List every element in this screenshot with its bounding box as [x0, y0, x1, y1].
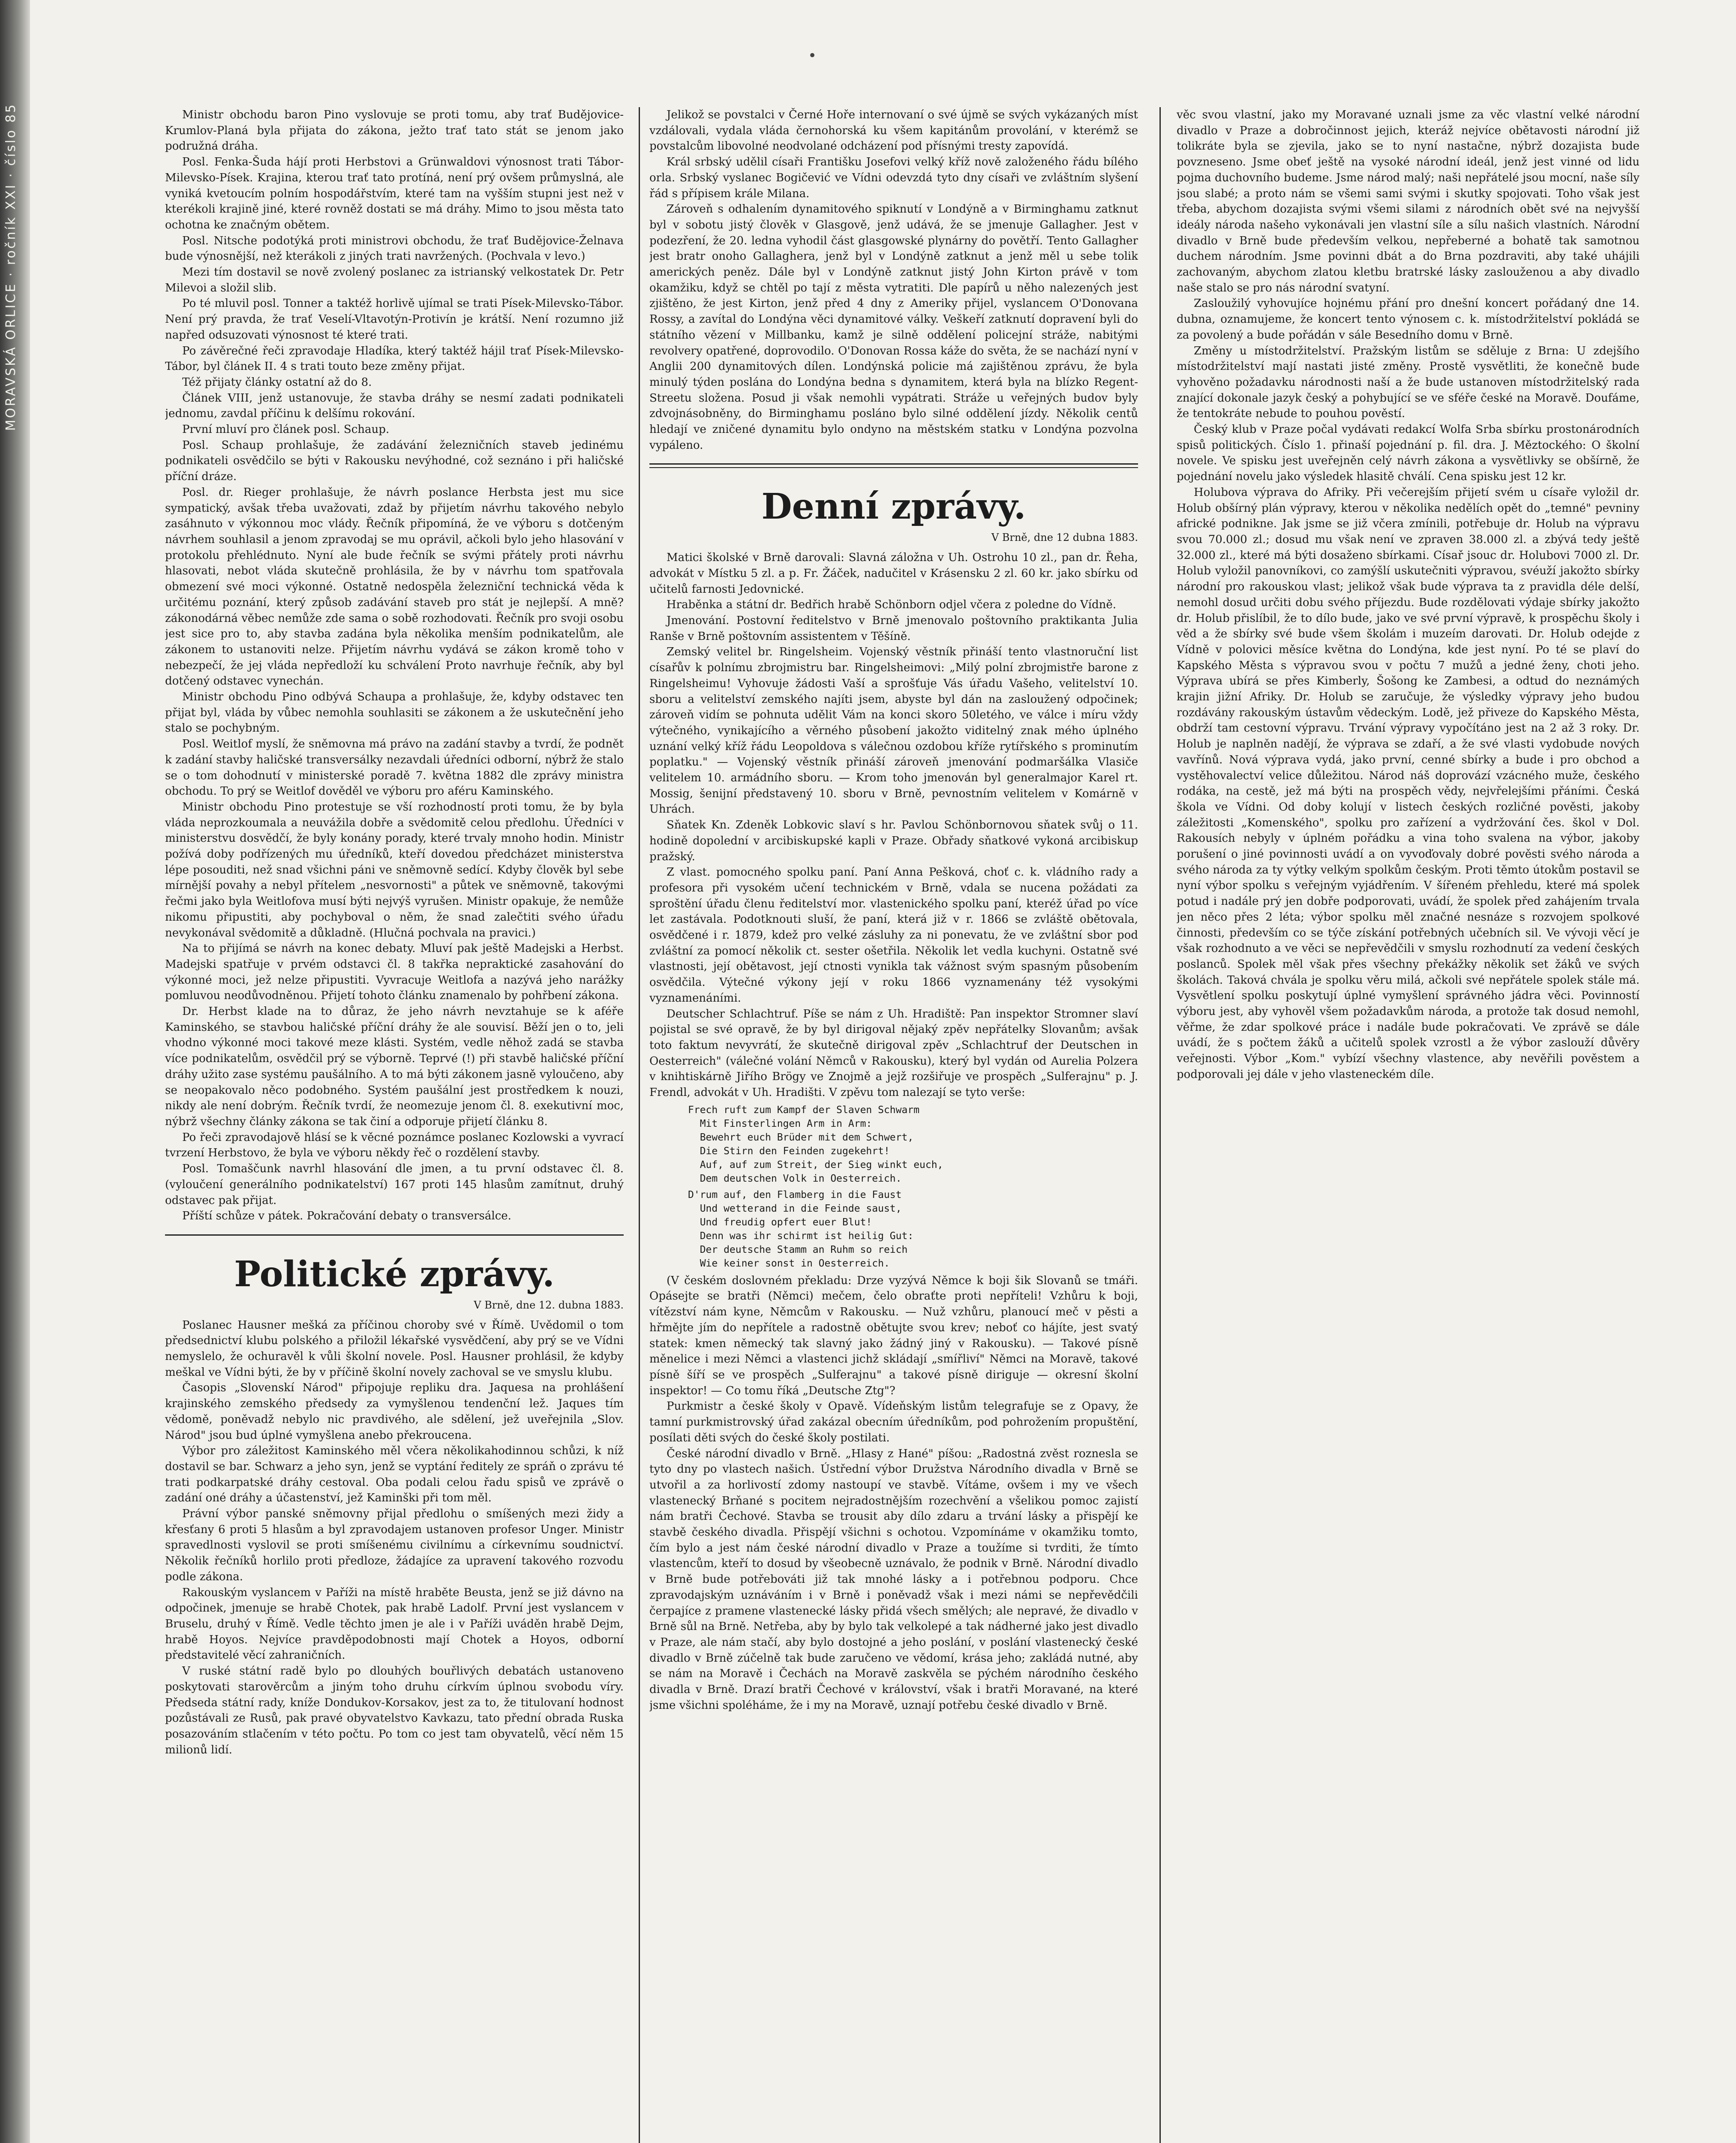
paragraph: Výbor pro záležitost Kaminského měl včera několikahodinnou schůzi, k níž dostavil se bar. Schwarz a jeho syn, jenž se vyptání ředitely ze spráň o zprávu té trati podkarpatské dráhy cestoval. Oba podali celou řadu spisů ve zprávě o zadání oné dráhy a účastenství, jež Kaminški při tom měl.: [165, 1444, 624, 1505]
paragraph: Posl. Nitsche podotýká proti ministrovi obchodu, že trať Budějovice-Želnava bude výnosnější, než kterákoli z jiných trati navržených. (Pochvala v levo.): [165, 234, 624, 263]
paragraph: Po té mluvil posl. Tonner a taktéž horlivě ujímal se trati Písek-Milevsko-Tábor. Není prý pravda, že trať Veselí-Vltavotýn-Protivín je krátší. Není rozumno již napřed odsuzovati výnosnost té které trati.: [165, 297, 624, 342]
paragraph: Článek VIII, jenž ustanovuje, že stavba dráhy se nesmí zadati podnikateli jednomu, zavdal příčinu k delšímu rokování.: [165, 391, 624, 420]
paragraph: Posl. Weitlof myslí, že sněmovna má právo na zadání stavby a tvrdí, že podnět k zadání stavby haličské transversálky nezavdali úředníci odborní, nýbrž že stalo se o tom dohodnutí v ministerské poradě 7. května 1882 dle zprávy ministra obchodu. To prý se Weitlof dověděl ve výboru pro aféru Kaminského.: [165, 738, 624, 798]
paragraph: Jelikož se povstalci v Černé Hoře internovaní o své újmě se svých vykázaných míst vzdálovali, vydala vláda černohorská ku všem kapitánům provolání, v kterémž se povstalcům libovolné neodvolané odcházení pod přísnými tresty zapovídá.: [649, 108, 1138, 153]
poem-verse-2: D'rum auf, den Flamberg in die Faust Und wetterand in die Feinde saust, Und freudig opfert euer Blut! Denn was ihr schirmt ist heilig Gut: Der deutsche Stamm an Ruhm so reich Wie keiner sonst in Oesterreich.: [688, 1189, 914, 1269]
paragraph: Posl. Schaup prohlašuje, že zadávání železničních staveb jedinému podnikateli osvědčilo se býti v Rakousku nevýhodné, což seznáno i při haličské příční dráze.: [165, 438, 624, 483]
paragraph: Holubova výprava do Afriky. Při večerejším přijetí svém u císaře vyložil dr. Holub obšírný plán výpravy, kterou v několika nedělích opět do „temné" pevniny africké podnikne. Jak jsme se již včera zmínili, potřebuje dr. Holub na výpravu svou 70.000 zl.; dosud mu však není ve zpraven 38.000 zl. a zbývá tedy ještě 32.000 zl., které má býti dosaženo sbírkami. Císař jsouc dr. Holubovi 7000 zl. Dr. Holub vyložil panovníkovi, co zamýšlí uskutečniti výpravou, svéuží jakožto sbírky národní pro rakouskou vlast; jelikož však bude výprava ta z pravidla déle delší, nemohl dosud určiti dobu svého příjezdu. Bude rozdělovati výdaje sbírky jakožto dr. Holub přislíbil, že to dílo bude, jako ve své první výpravě, k prospěchu školy i věd a že sbírky své bude všem školám i muzeím darovati. Dr. Holub odejde z Vídně v polovici měsíce května do Londýna, kde jest nyní. Po té se plaví do Kapského Města s výpravou svou v počtu 7 mužů a jedné ženy, choti jeho. Výprava ubírá se přes Kimberly, Šošong ke Zambesi, a odtud do neznámých krajin jižní Afriky. Dr. Holub se zaručuje, že výsledky výpravy jeho budou rozdávány rakouským ústavům vědeckým. Lodě, jež přiveze do Kapského Města, obdrží tam cestovní výpravu. Trvání výpravy vypočítáno jest na 2 až 3 roky. Dr. Holub je naplněn nadějí, že výprava se zdaří, a že své vlasti vydobude nových vavřínů. Nová výprava vydá, jako první, cenné sbírky a bude i pro obchod a vystěhovalectví velice důležitou. Národ náš doprovází vzácného muže, českého rodáka, na cestě, jež má býti na prospěch vědy, nejvřelejšími přáními. Česká škola ve Vídni. Od doby kolují v listech českých rozličné pověsti, jakoby záležitosti „Komenského", spolku pro zařízení a vydržování čes. škol v Dol. Rakousích nebyly v úplném pořádku a vina toho svalena na výbor, jakoby porušení o jiné povinnosti uvádí a on vyvoďovaly dobré pověsti svého národa a svého národa za ty výtky velkým spolkům českým. Proti těmto útokům postavil se nyní výbor spolku s veřejným vyjádřením. V šířeném přehledu, které má spolek potud i nadále prý jen dobře podporovati, uvádí, že spolek před zahájením trvala jen něco přes 2 léta; výbor spolku měl značné nesnáze s rozvojem spolkové činnosti, především co se týče získání potřebných učebních sil. Ve vývoji věcí je však rozhodnuto a ve věci se nepřevědčili v smyslu rozhodnutí za vedení českých poslanců. Spolek měl však přes všechny překážky několik set žáků ve svých školách. Taková chvála je spolku věru milá, ačkoli své nepřátele spolek stále má. Vysvětlení spolku poskytují úplné vymyšlení správného jádra věci. Povinností výboru jest, aby vyhověl všem požadavkům národa, a protože tak dosud nemohl, věřme, že zdar spolkové práce i nadále bude pokračovati. Ve zprávě se dále uvádí, že s počtem žáků a učitelů spolek vzrostl a že výbor zaslouží důvěry veřejnosti. Výbor „Kom." vybízí všechny vlastence, aby nevěřili pověstem a podporovali jej dále v jeho vlasteneckém díle.: [1177, 486, 1640, 1081]
paragraph: Zároveň s odhalením dynamitového spiknutí v Londýně a v Birminghamu zatknut byl v sobotu jistý člověk v Glasgově, jenž udává, že se jmenuje Gallagher. Jest v podezření, že 20. ledna vyhodil část glasgowské plynárny do povětří. Tento Gallagher jest bratr onoho Gallaghera, jenž byl v Londýně zatknut a jenž měl u sebe tolik amerických peněz. Dále byl v Londýně zatknut jistý John Kirton právě v tom okamžiku, když se chtěl po tají z města vytratiti. Dle papírů u něho nalezených jest zjištěno, že jest Kirton, jenž před 4 dny z Ameriky přijel, vyslancem O'Donovana Rossy, a zavítal do Londýna věci dynamitové války. Veškeří zatknutí dopravení byli do státního vězení v Millbanku, kamž je silně oddělení policejní stráže, nabitými revolvery opatřené, doprovodilo. O'Donovan Rossa káže do světa, že se nachází nyní v Anglii 200 dynamitových dílen. Londýnská policie má zajištěnou zprávu, že byla minulý týden poslána do Londýna bedna s dynamitem, která byla na blízko Regent-Streetu složena. Posud ji však nemohli vypátrati. Stráže u veřejných budov byly zdvojnásobněny, do Birminghamu posláno bylo silné oddělení jízdy. Několik centů hledají ve zničené dynamitu bylo ondyno na městském statku v Londýna pozvolna vypáleno.: [649, 203, 1138, 452]
paragraph: V ruské státní radě bylo po dlouhých bouřlivých debatách ustanoveno poskytovati starověrcům a jiným toho druhu církvím úplnou svobodu víry. Předseda státní rady, kníže Dondukov-Korsakov, jest za to, že titulovaní hodnost pozůstávali ze Rusů, pak pravé obyvatelstvo Kavkazu, tato přední obrada Ruska posazováním stlačením v této počtu. Po tom co jest tam obyvatelů, věcí něm 15 milionů lidí.: [165, 1665, 624, 1756]
paragraph: (V českém doslovném překladu: Drze vyzývá Němce k boji šik Slovanů se tmáři. Opásejte se bratři (Němci) mečem, čelo obraťte proti nepříteli! Vzhůru k boji, vítězství nám kyne, Němcům v Rakousku. — Nuž vzhůru, planoucí meč v pěsti a hřmějte jím do nepřítele a radostně obětujte svou krev; neboť co hájíte, jest svatý statek: kmen německý tak slavný jako žádný jiný v Rakousku). — Takové písně měnelice i mezi Němci a vlastenci jichž skládají „smířliví" Němci na Moravě, takové písně šíří se ve prospěch „Sulferajnu" a takové písně diriguje — okresní školní inspektor! — Co tomu říká „Deutsche Ztg"?: [649, 1274, 1138, 1397]
paragraph: Zemský velitel br. Ringelsheim. Vojenský věstník přináší tento vlastnoruční list císařův k polnímu zbrojmistru bar. Ringelsheimovi: „Milý polní zbrojmistře barone z Ringelsheimu! Vyhovuje žádosti Vaší a sprošťuje Vás úřadu Vašeho, velitelství 10. sboru a velitelství zemského najíti jsem, abyste byl dán na zasloužený odpočinek; zároveň vidím se pohnuta udělit Vám na konci skoro 50letého, ve válce i míru vždy výtečného, vynikajícího a věrného působení jakožto viditelný znak mého úplného uznání velký kříž řádu Leopoldova s válečnou ozdobou kříže rytířského s prominutím poplatku." — Vojenský věstník přináší zároveň jmenování podmaršálka Vlasiče velitelem 10. armádního sboru. — Krom toho jmenován byl generalmajor Karel rt. Mossig, šenijní představený 10. sboru v Brně, pevnostním velitelem v Komárně v Uhrách.: [649, 645, 1138, 816]
paragraph: Český klub v Praze počal vydávati redakcí Wolfa Srba sbírku prostonárodních spisů politických. Číslo 1. přinaší pojednání p. fil. dra. J. Měztockého: O školní novele. Ve spisku jest uveřejněn celý návrh zákona a vysvětlivky se obšírně, že pojednání novelu jako výsledek hlasitě chválí. Cena spisku jest 12 kr.: [1177, 423, 1640, 483]
paragraph: Posl. Tomaščunk navrhl hlasování dle jmen, a tu první odstavec čl. 8. (vyloučení generálního podnikatelství) 167 proti 145 hlasům zamítnut, druhý odstavec pak přijat.: [165, 1162, 624, 1207]
paragraph: Dr. Herbst klade na to důraz, že jeho návrh nevztahuje se k aféře Kaminského, se stavbou haličské příční dráhy že ale souvisí. Běží jen o to, jeli vhodno výkonné moci takové meze klásti. Systém, vedle něhož zadá se stavba více podnikatelům, osvědčil prý se výborně. Teprvé (!) při stavbě haličské příční dráhy užito zase systému paušálního. A to má býti zákonem jasně vyloučeno, aby se neopakovalo něco podobného. Systém paušální jest prostředkem k nouzi, nikdy ale není dobrým. Řečník tvrdí, že neomezuje jenom čl. 8. exekutivní moc, nýbrž všechny články zákona se tak činí a odporuje přijetí článku 8.: [165, 1005, 624, 1128]
paragraph: Po řeči zpravodajově hlásí se k věcné poznámce poslanec Kozlowski a vyvrací tvrzení Herbstovo, že byla ve výboru někdy řeč o rozdělení stavby.: [165, 1131, 624, 1160]
paragraph: Ministr obchodu baron Pino vyslovuje se proti tomu, aby trať Budějovice-Krumlov-Planá byla přijata do zákona, ježto trať tato stát se jenom jako podružná dráha.: [165, 108, 624, 153]
column-1: [165, 107, 624, 2143]
paragraph: Purkmistr a české školy v Opavě. Vídeňským listům telegrafuje se z Opavy, že tamní purkmistrovský úřad zakázal obecním úředníkům, pod pohrožením propuštění, posílati děti svých do české školy postilati.: [649, 1400, 1138, 1444]
section-divider: [165, 1234, 624, 1236]
paragraph: Časopis „Slovenskí Národ" připojuje repliku dra. Jaquesa na prohlášení krajinského zemského předsedy za vymyšlenou tendenční lež. Jaques tím vědomě, poněvadž nebylo nic pravdivého, ale sdělení, jež uveřejnila „Slov. Národ" jsou bud úplné vymyšlena anebo překroucena.: [165, 1381, 624, 1442]
binding-edge: [0, 0, 30, 2143]
paragraph: Deutscher Schlachtruf. Píše se nám z Uh. Hradiště: Pan inspektor Stromner slaví pojistal se své opravě, že by byl dirigoval nějaký zpěv nepřátelky Slovanům; avšak toto faktum nevyvrátí, že skutečně dirigoval zpěv „Schlachtruf der Deutschen in Oesterreich" (válečné volání Němců v Rakousku), který byl vydán od Aurelia Polzera v knihtiskárně Jiřího Brögy ve Znojmě a jejž rozšiřuje ve prospěch „Sulferajnu" p. J. Frendl, advokát v Uh. Hradišti. V zpěvu tom nalezají se tyto verše:: [649, 1007, 1138, 1099]
paragraph: Na to přijímá se návrh na konec debaty. Mluví pak ještě Madejski a Herbst. Madejski spatřuje v prvém odstavci čl. 8 takřka nepraktické zasahování do výkonné moci, jež nelze připustiti. Vyvracuje Weitlofa a nazývá jeho narážky pomluvou neodůvodněnou. Přijetí tohoto článku znamenalo by pohřbení zákona.: [165, 942, 624, 1002]
paragraph: První mluví pro článek posl. Schaup.: [182, 423, 390, 436]
section-heading-denni: Denní zprávy.: [761, 486, 1026, 528]
paragraph: Též přijaty články ostatní až do 8.: [182, 375, 372, 389]
section-heading-politicke: Politické zprávy.: [234, 1253, 555, 1295]
paragraph: Ministr obchodu Pino protestuje se vší rozhodností proti tomu, že by byla vláda neprozkoumala a neuvážila dobře a svědomitě celou předlohu. Úředníci v ministerstvu dosvědčí, že byly konány porady, které trvaly mnoho hodin. Ministr požívá doby podřízených mu úředníků, kteří dovedou předcházet ministerstva lépe posouditi, než snad všichni páni ve sněmovně sedící. Kdyby člověk byl sebe mírnější povahy a nebyl přítelem „nesvornosti" a půtek ve sněmovně, takovými řečmi jako byla Weitlofova musí býti nejvýš vyrušen. Ministr opakuje, že nemůže nikomu připustiti, aby pochyboval o něm, že snad zalečtiti svého úřadu nevykonával svědomitě a důkladně. (Hlučná pochvala na pravici.): [165, 800, 624, 939]
paragraph: Hraběnka a státní dr. Bedřich hrabě Schönborn odjel včera z poledne do Vídně.: [667, 598, 1117, 612]
paragraph: Matici školské v Brně darovali: Slavná záložna v Uh. Ostrohu 10 zl., pan dr. Řeha, advokát v Místku 5 zl. a p. Fr. Žáček, nadučitel v Krásensku 2 zl. 60 kr. jako sbírku od učitelů farnosti Jedovnické.: [649, 551, 1138, 596]
paragraph: Král srbský udělil císaři Františku Josefovi velký kříž nově založeného řádu bílého orla. Srbský vyslanec Bogičević ve Vídni odevzdá tyto dny císaři ve zvláštním slyšení řád s přípisem krále Milana.: [649, 156, 1138, 200]
paragraph: Právní výbor panské sněmovny přijal předlohu o smíšených mezi židy a křesťany 6 proti 5 hlasům a byl zpravodajem ustanoven profesor Unger. Ministr spravedlnosti vyslovil se proti smíšenému civilnímu a církevnímu soudnictví. Několik řečníků horlilo proti předloze, žádajíce za upravení takového rozvodu podle zákona.: [165, 1507, 624, 1583]
top-mark: •: [808, 47, 817, 64]
poem-verse-1: Frech ruft zum Kampf der Slaven Schwarm Mit Finsterlingen Arm in Arm: Bewehrt euch Brüder mit dem Schwert, Die Stirn den Feinden zugekehrt! Auf, auf zum Streit, der Sieg winkt euch, Dem deutschen Volk in Oesterreich.: [688, 1104, 943, 1184]
paragraph: Změny u místodržitelství. Pražským listům se sděluje z Brna: U zdejšího místodržitelství mají nastati jisté změny. Prostě vysvětliti, že konečně bude vyhověno požadavku národnosti naší a že bude ustanoven místodržitelský rada znající dokonale jazyk český a pohybující se ve sféře české na Moravě. Doufáme, že tentokráte nebude to pouhou pověstí.: [1177, 344, 1640, 420]
paragraph: věc svou vlastní, jako my Moravané uznali jsme za věc vlastní velké národní divadlo v Praze a dobročinnost jejich, kteráž nejvíce obětavosti národní již tolikráte byla se zjevila, jako se to nyní nastačne, nýbrž dozajista bude povzneseno. Jsme obeť ještě na vysoké národní ideál, jenž jest vinné od lidu pojma duchovního budeme. Jsme národ malý; naši nepřátelé jsou mocní, naše síly jsou slabé; a proto nám se všemi sami svými i skutky spojovati. Toho však jest třeba, abychom dozajista svými všemi silami z národních obět své na nejvyšší ideály národa našeho vykonávali jen vlastní síle a sílu našich vlastních. Národní divadlo v Brně bude především velkou, nepřeberné a bohatě tak samotnou duchem národním. Jsme povinni dbát a do Brna pozdraviti, aby také uhájili zachovaným, abychom zlatou kletbu bratrské lásky zaslouženou a aby divadlo naše stalo se pro nás národní svatyní.: [1177, 108, 1640, 294]
column-3: [1177, 107, 1640, 2143]
paragraph: Sňatek Kn. Zdeněk Lobkovic slaví s hr. Pavlou Schönbornovou sňatek svůj o 11. hodině dopolední v arcibiskupské kapli v Praze. Obřady sňatkové vykoná arcibiskup pražský.: [649, 819, 1138, 863]
paragraph: Mezi tím dostavil se nově zvolený poslanec za istrianský velkostatek Dr. Petr Milevoi a složil slib.: [165, 266, 624, 294]
section-divider: [649, 463, 1138, 468]
column-2: [649, 107, 1138, 2143]
paragraph: Rakouským vyslancem v Paříži na místě hraběte Beusta, jenž se již dávno na odpočinek, jmenuje se hrabě Chotek, pak hrabě Ladolf. První jest vyslancem v Bruselu, druhý v Římě. Vedle těchto jmen je ale i v Paříži uváděn hrabě Dejm, hrabě Hoyos. Nejvíce pravděpodobnosti mají Chotek a Hoyos, odborní představitelé věcí zahraničních.: [165, 1586, 624, 1662]
paragraph: Po závěrečné řeči zpravodaje Hladíka, který taktéž hájil trať Písek-Milevsko-Tábor, byl článek II. 4 s trati touto beze změny přijat.: [165, 344, 624, 373]
paragraph: Posl. dr. Rieger prohlašuje, že návrh poslance Herbsta jest mu sice sympatický, avšak třeba uvažovati, zdaž by přijetím návrhu takového nebylo zasáhnuto v výkonnou moc vlády. Řečník připomíná, že ve výboru s dotčeným návrhem souhlasil a jenom zpravodaj se mu oprávil, ačkoli bylo jeho hlasování v protokolu přehlédnuto. Nyní ale bude řečník se svými přátely proti návrhu hlasovati, nebot vláda skutečně prohlásila, že by v návrhu tom spatřovala obmezení své moci výkonné. Ostatně nedospěla železniční technická věda k určitému poznání, který způsob zadávání staveb pro stát je nejlepší. A mně? zákonodárná věbec nemůže zde sama o sobě rozhodovati. Řečník pro svoji osobu jest sice pro to, aby stavba zadána byla několika menším podnikatelům, ale zákonem to ustanoviti nelze. Přijetím návrhu vydává se zákon kromě toho v nebezpečí, že jej vláda nepředloží ku schválení Proto navrhuje řečník, aby byl dotčený odstavec vynechán.: [165, 486, 624, 688]
paragraph: Posl. Fenka-Šuda hájí proti Herbstovi a Grünwaldovi výnosnost trati Tábor-Milevsko-Písek. Krajina, kterou trať tato protíná, není prý ovšem průmyslná, ale vyniká kvetoucím polním hospodářstvím, které tam na vyšším stupni jest než v kterékoli krajině jiné, které rovněž dostati se má dráhy. Mimo to jsou města tato ochotna ke značným obětem.: [165, 156, 624, 231]
paragraph: Příští schůze v pátek. Pokračování debaty o transversálce.: [182, 1210, 511, 1223]
dateline: V Brně, dne 12. dubna 1883.: [474, 1299, 624, 1311]
paragraph: Z vlast. pomocného spolku paní. Paní Anna Pešková, choť c. k. vládního rady a profesora při vysokém učení technickém v Brně, vdala se nucena požádati za sproštění úřadu členu ředitelství mor. vlastenického spolku paní, kteréž úřad po více let zastávala. Podotknouti sluší, že paní, která již v r. 1866 se zvláště obětovala, osvědčené i r. 1879, kdež pro velké zásluhy za ni ponevatu, že ve zvláštní sbor pod zvláštní za pomocí několik ct. sester ošetřila. Několik let vedla kuchyni. Ostatně své vlastnosti, její obětavost, její ctnosti vynikla tak vážnost svým spasným působením osvědčila. Výtečné výkony její v roku 1866 vyznamenány též vysokými vyznamenáními.: [649, 866, 1138, 1005]
column-rule-1: [639, 107, 640, 2143]
column-rule-2: [1159, 107, 1161, 2143]
paragraph: Zasloužilý vyhovujíce hojnému přání pro dnešní koncert pořádaný dne 14. dubna, oznamujeme, že koncert tento výnosem c. k. místodržitelství pokládá se za povolený a bude pořádán v sále Besedního domu v Brně.: [1177, 297, 1640, 342]
paragraph: Jmenování. Postovní ředitelstvo v Brně jmenovalo poštovního praktikanta Julia Ranše v Brně poštovním assistentem v Těšíně.: [649, 614, 1138, 643]
dateline: V Brně, dne 12 dubna 1883.: [991, 531, 1138, 544]
binding-text: MORAVSKÁ ORLICE · ročník XXI · číslo 85: [3, 103, 18, 431]
paragraph: Ministr obchodu Pino odbývá Schaupa a prohlašuje, že, kdyby odstavec ten přijat byl, vláda by vůbec nemohla souhlasiti se zákonem a že uskutečnění jeho stalo se pochybným.: [165, 690, 624, 735]
paragraph: České národní divadlo v Brně. „Hlasy z Hané" píšou: „Radostná zvěst roznesla se tyto dny po vlastech našich. Ústřední výbor Družstva Národního divadla v Brně se utvořil a za horlivostí zdomy nastoupí ve stavbě. Vítáme, ovšem i my ve všech vlastenecký Brňané s pocitem nejradostnějším rozechvění a všelikou pomoc zajistí nám bratři Čechové. Stavba se trousit aby dílo zdaru a trvání lásky a přispějí ke stavbě českého divadla. Přispějí všichni s ochotou. Vzpomínáme v okamžiku tomto, čím bylo a jest nám české národní divadlo v Praze a toužíme si tvrditi, že tímto vlastencům, kteří to dosud by všeobecně uznávalo, že podnik v Brně. Národní divadlo v Brně bude potřebováti již tak mnohé lásky a i potřebnou podporu. Chce zpravodajským uznáváním i v Brně i poněvadž však i mezi námi se nepřevědčili čerpajíce z pramene vlastenecké lásky přidá všech smělých; ale nepravé, že divadlo v Brně sůl na Brně. Netřeba, aby by bylo tak velkolepé a tak nádherné jako jest divadlo v Praze, ale nám stačí, aby bylo dostojné a jeho poslání, v poslání vlastenecký české divadlo v Brně zúčelně tak bude zaručeno ve vědomí, krása jeho; zakládá nutné, aby se nám na Moravě i Čechách na Moravě zaskvěla se pýchém národního českého divadla v Brně. Drazí bratři Čechové v království, však i bratři Moravané, na které jsme všichni spoléháme, že i my na Moravě, uznají potřebu české divadlo v Brně.: [649, 1447, 1138, 1712]
paragraph: Poslanec Hausner mešká za příčinou choroby své v Římě. Uvědomil o tom předsednictví klubu polského a přiložil lékařské vysvědčení, aby prý se ve Vídni nemyslelo, že ochuravěl k vůli školní novele. Posl. Hausner prohlásil, že kdyby meškal ve Vídni býti, že by v příčině školní novely zachoval se ve smyslu klubu.: [165, 1318, 624, 1379]
